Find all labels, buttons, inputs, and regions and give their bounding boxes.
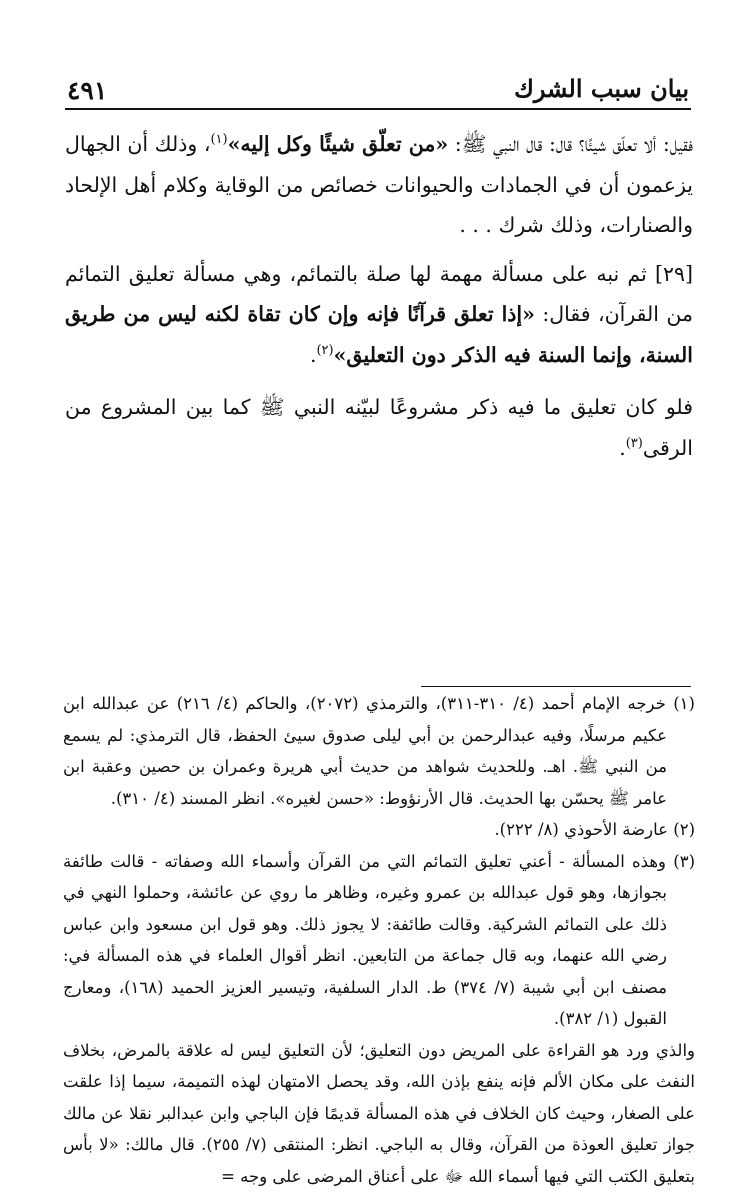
paragraph-2: [65, 254, 693, 376]
quote-2: «إذا تعلق قرآنًا فإنه وإن كان تقاة لكنه ليس من طريق السنة، وإنما السنة فيه الذكر دون التعليق»: [65, 302, 693, 367]
footnote-ref-1: (١): [210, 132, 227, 147]
page-number: ٤٩١: [67, 76, 107, 105]
footnote-3-continuation: والذي ورد هو القراءة على المريض دون التعليق؛ لأن التعليق ليس له علاقة بالمرض، بخلاف النفث على مكان الألم فإنه ينفع بإذن الله، وقد يحصل الامتهان لهذه التميمة، سيما إذا علقت على الصغار، وحيث كان الخلاف في هذه المسألة قديمًا فإن الباجي وابن عبدالبر نقلا عن مالك جواز تعليق العوذة من القرآن، وقال به الباجي. انظر: المنتقى (٧/ ٢٥٥). قال مالك: «لا بأس بتعليق الكتب التي فيها أسماء الله ﷻ على أعناق المرضى على وجه =: [63, 1035, 695, 1192]
footnotes: [63, 688, 695, 1192]
paragraph-3: [65, 387, 693, 468]
paragraph-3-text-a: فلو كان تعليق ما فيه ذكر مشروعًا لبيّنه النبي ﷺ كما بين المشروع من الرقى: [65, 395, 693, 460]
footnote-separator: [421, 686, 691, 687]
paragraph-2-text-b: .: [310, 343, 317, 367]
running-title: بيان سبب الشرك: [514, 74, 689, 103]
page-header: [65, 70, 691, 110]
paragraph-1-text-b: ، وذلك أن الجهال يزعمون أن في الجمادات والحيوانات خصائص من الوقاية وكلام أهل الإلحاد والصنارات، وذلك شرك . . .: [65, 132, 693, 237]
footnote-2: (٢) عارضة الأحوذي (٨/ ٢٢٢).: [63, 814, 695, 846]
main-text: [65, 124, 693, 468]
paragraph-1: [65, 124, 693, 246]
paragraph-3-text-b: .: [619, 436, 626, 460]
footnote-ref-3: (٣): [626, 436, 643, 451]
footnote-1: (١) خرجه الإمام أحمد (٤/ ٣١٠-٣١١)، والترمذي (٢٠٧٢)، والحاكم (٤/ ٢١٦) عن عبدالله ابن عكيم مرسلًا، وفيه عبدالرحمن بن أبي ليلى صدوق سيئ الحفظ، قال الترمذي: لم يسمع من النبي ﷺ. اهـ. وللحديث شواهد من حديث أبي هريرة وعمران بن حصين وعقبة ابن عامر ﷺ يحسّن بها الحديث. قال الأرنؤوط: «حسن لغيره». انظر المسند (٤/ ٣١٠).: [63, 688, 695, 814]
paragraph-1-text-a: فقيل: ألا تعلّق شيئًا؟ قال: قال النبي ﷺ:: [448, 132, 693, 156]
footnote-3: (٣) وهذه المسألة - أعني تعليق التمائم التي من القرآن وأسماء الله وصفاته - قالت طائفة بجوازها، وهو قول عبدالله بن عمرو وغيره، وظاهر ما روي عن عائشة، وحملوا النهي في ذلك على التمائم الشركية. وقالت طائفة: لا يجوز ذلك. وهو قول ابن مسعود وابن عباس رضي الله عنهما، وبه قال جماعة من التابعين. انظر أقوال العلماء في هذه المسألة في: مصنف ابن أبي شيبة (٧/ ٣٧٤) ط. الدار السلفية، وتيسير العزيز الحميد (١٦٨)، ومعارج القبول (١/ ٣٨٢).: [63, 846, 695, 1035]
hadith-quote-1: «من تعلّق شيئًا وكل إليه»: [228, 132, 449, 156]
footnote-ref-2: (٢): [316, 343, 333, 358]
paragraph-2-text-a: [٢٩] ثم نبه على مسألة مهمة لها صلة بالتمائم، وهي مسألة تعليق التمائم من القرآن، فقال:: [65, 262, 693, 327]
